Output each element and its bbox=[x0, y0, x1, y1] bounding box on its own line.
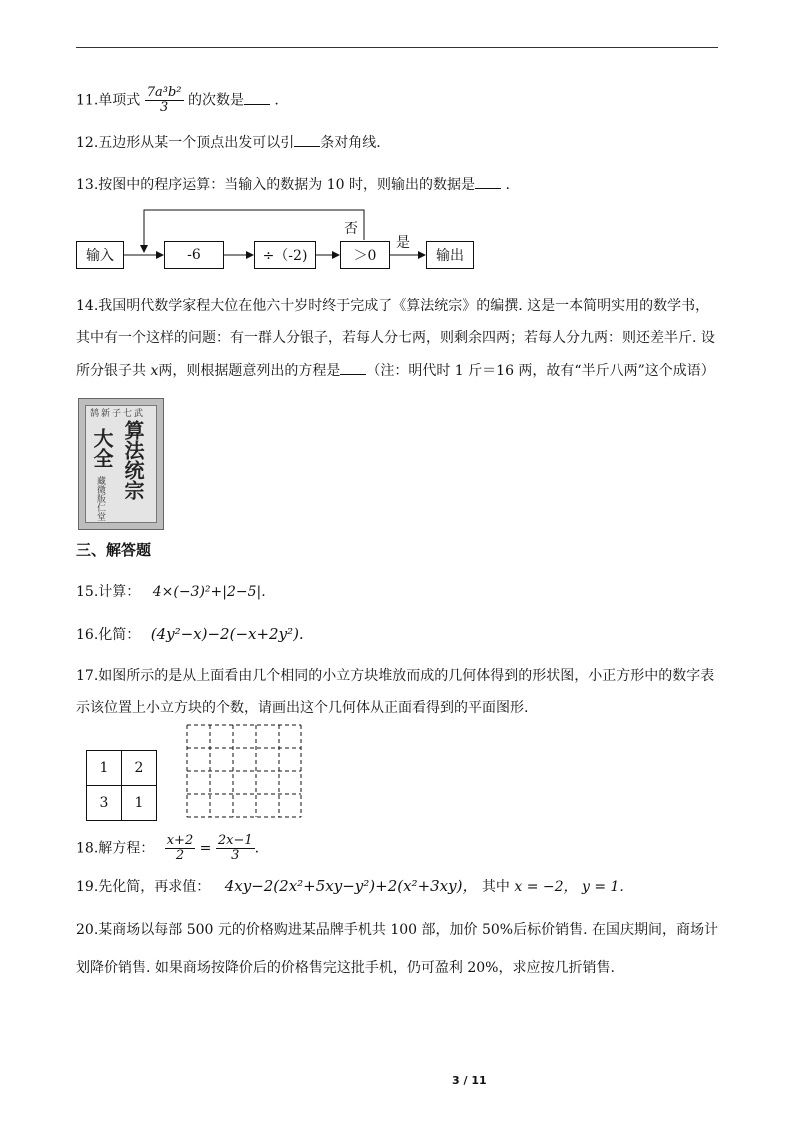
divide-box: ÷（-2) bbox=[254, 241, 316, 269]
section-heading: 三、解答题 bbox=[76, 541, 152, 559]
output-box: 输出 bbox=[426, 241, 474, 269]
top-view-cell: 1 bbox=[86, 750, 122, 786]
page-number: 3 / 11 bbox=[452, 1074, 487, 1087]
right-fraction: $\frac{2x-1}{3}$ bbox=[217, 833, 253, 863]
program-flowchart bbox=[76, 208, 476, 274]
question-15: 15.计算： 4×(−3)²+|2−5|. bbox=[76, 584, 266, 600]
answer-blank[interactable] bbox=[340, 360, 366, 375]
question-17-line-2: 示该位置上小立方块的个数，请画出这个几何体从正面看得到的平面图形. bbox=[76, 700, 529, 716]
question-20-line-2: 划降价销售. 如果商场按降价后的价格售完这批手机，仍可盈利 20%，求应按几折销售. bbox=[76, 960, 615, 976]
book-cover-image: 鹄新子七武 大全 算法统宗 藏微版仁堂 bbox=[78, 398, 164, 530]
answer-blank[interactable] bbox=[294, 132, 320, 147]
input-box: 输入 bbox=[76, 241, 124, 269]
monomial-fraction: $\frac{\text{7a³b²}}{3}$ bbox=[146, 85, 182, 115]
equals-sign: = bbox=[199, 840, 212, 857]
question-13: 13.按图中的程序运算：当输入的数据为 10 时，则输出的数据是 . bbox=[76, 174, 510, 195]
top-view-cell: 2 bbox=[121, 750, 157, 786]
left-fraction: $\frac{x+2}{2}$ bbox=[166, 833, 194, 863]
answer-blank[interactable] bbox=[475, 174, 501, 189]
question-14-line-2: 其中有一个这样的问题：有一群人分银子，若每人分七两，则剩余四两；若每人分九两：则还差半斤. 设 bbox=[76, 330, 715, 346]
question-19: 19.先化简，再求值： 4xy−2(2x²+5xy−y²)+2(x²+3xy)， 其中 x = −2， y = 1. bbox=[76, 877, 624, 895]
question-14-line-3: 所分银子共 x两，则根据题意列出的方程是 （注：明代时 1 斤＝16 两，故有“半斤八两”这个成语） bbox=[76, 360, 715, 381]
question-11: 11.单项式 $\frac{\text{7a³b²}}{3}$ 的次数是 . bbox=[76, 85, 279, 115]
question-20-line-1: 20.某商场以每部 500 元的价格购进某品牌手机共 100 部，加价 50%后标价销售. 在国庆期间，商场计 bbox=[76, 922, 718, 938]
top-view-cell: 1 bbox=[121, 785, 157, 821]
question-14-line-1: 14.我国明代数学家程大位在他六十岁时终于完成了《算法统宗》的编撰. 这是一本简明实用的数学书， bbox=[76, 298, 710, 314]
question-16: 16.化简： (4y²−x)−2(−x+2y²). bbox=[76, 625, 304, 643]
question-12: 12.五边形从某一个顶点出发可以引 条对角线. bbox=[76, 132, 381, 153]
yes-label: 是 bbox=[396, 235, 410, 251]
question-18: 18.解方程： $\frac{x+2}{2}$ = $\frac{2x-1}{3}$ . bbox=[76, 833, 260, 863]
top-view-grid bbox=[86, 750, 158, 822]
header-rule bbox=[76, 47, 718, 48]
question-17-line-1: 17.如图所示的是从上面看由几个相同的小立方块堆放而成的几何体得到的形状图，小正方形中的数字表 bbox=[76, 668, 715, 684]
top-view-cell: 3 bbox=[86, 785, 122, 821]
no-label: 否 bbox=[344, 221, 358, 237]
subtract-six-box: -6 bbox=[164, 241, 224, 269]
dashed-drawing-grid[interactable] bbox=[186, 724, 302, 818]
condition-box: ＞0 bbox=[340, 241, 390, 269]
answer-blank[interactable] bbox=[244, 90, 270, 105]
